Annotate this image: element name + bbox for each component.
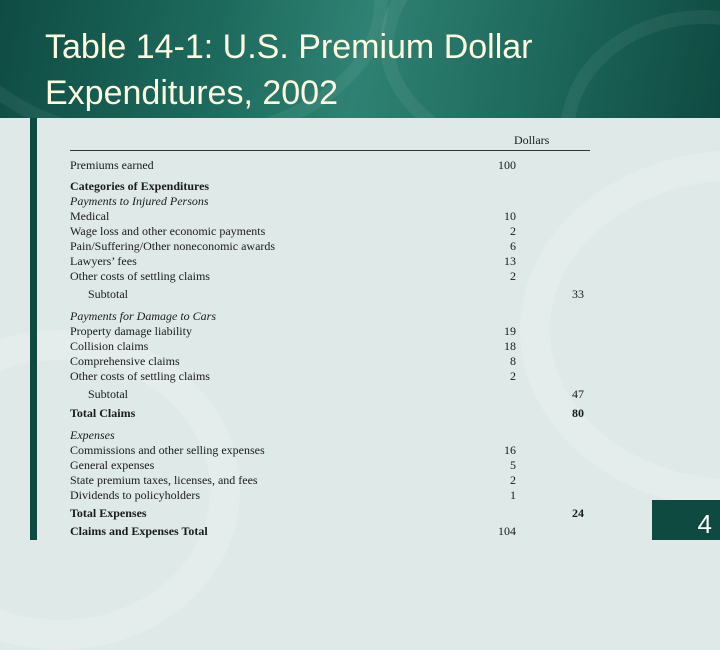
table-row bbox=[70, 354, 590, 369]
table-row bbox=[70, 458, 590, 473]
table-row bbox=[70, 194, 590, 209]
table-row bbox=[70, 473, 590, 488]
row-label: Total Expenses bbox=[70, 506, 147, 520]
row-label: Expenses bbox=[70, 428, 115, 442]
value-col1: 2 bbox=[510, 369, 516, 383]
row-label: Claims and Expenses Total bbox=[70, 524, 208, 538]
left-accent-bar bbox=[30, 118, 37, 540]
value-col1: 18 bbox=[504, 339, 516, 353]
row-label: Premiums earned bbox=[70, 158, 154, 172]
row-label: Payments for Damage to Cars bbox=[70, 309, 216, 323]
row-label: Commissions and other selling expenses bbox=[70, 443, 265, 457]
row-label: State premium taxes, licenses, and fees bbox=[70, 473, 258, 487]
slide-title bbox=[45, 24, 685, 116]
table-row bbox=[70, 239, 590, 254]
page-number: 4 bbox=[652, 500, 720, 540]
value-col1: 8 bbox=[510, 354, 516, 368]
table-row bbox=[70, 406, 590, 421]
table-row bbox=[70, 488, 590, 503]
value-col1: 104 bbox=[498, 524, 516, 538]
row-label: Payments to Injured Persons bbox=[70, 194, 209, 208]
value-col1: 13 bbox=[504, 254, 516, 268]
title-banner bbox=[0, 0, 720, 118]
value-col1: 2 bbox=[510, 269, 516, 283]
row-label: General expenses bbox=[70, 458, 155, 472]
row-label: Property damage liability bbox=[70, 324, 192, 338]
slide-title-line1: Table 14-1: U.S. Premium Dollar bbox=[45, 28, 533, 66]
row-label: Medical bbox=[70, 209, 110, 223]
row-label: Pain/Suffering/Other noneconomic awards bbox=[70, 239, 276, 253]
slide-title-line2: Expenditures, 2002 bbox=[45, 74, 338, 112]
row-label: Total Claims bbox=[70, 406, 136, 420]
table-row bbox=[70, 179, 590, 194]
row-label: Other costs of settling claims bbox=[70, 369, 210, 383]
table-row bbox=[70, 209, 590, 224]
table-row bbox=[70, 506, 590, 521]
table-row bbox=[70, 287, 590, 302]
expenditures-table bbox=[62, 128, 602, 538]
value-col1: 16 bbox=[504, 443, 516, 457]
value-col2: 33 bbox=[572, 287, 584, 301]
table-row bbox=[70, 309, 590, 324]
table-row bbox=[70, 387, 590, 402]
value-col1: 2 bbox=[510, 473, 516, 487]
value-col2: 47 bbox=[572, 387, 584, 401]
row-label: Dividends to policyholders bbox=[70, 488, 200, 502]
table-header bbox=[62, 128, 602, 148]
table-row bbox=[70, 269, 590, 284]
table-row bbox=[70, 324, 590, 339]
row-label: Other costs of settling claims bbox=[70, 269, 210, 283]
table-row bbox=[70, 428, 590, 443]
value-col1: 19 bbox=[504, 324, 516, 338]
row-label: Comprehensive claims bbox=[70, 354, 180, 368]
row-label: Wage loss and other economic payments bbox=[70, 224, 266, 238]
table-row bbox=[70, 254, 590, 269]
table-row bbox=[70, 443, 590, 458]
table-row bbox=[70, 224, 590, 239]
table-row bbox=[70, 339, 590, 354]
value-col1: 2 bbox=[510, 224, 516, 238]
row-label: Lawyers’ fees bbox=[70, 254, 137, 268]
table-row bbox=[70, 158, 590, 173]
value-col1: 5 bbox=[510, 458, 516, 472]
value-col1: 6 bbox=[510, 239, 516, 253]
header-rule bbox=[70, 150, 590, 151]
row-label: Collision claims bbox=[70, 339, 149, 353]
value-col1: 1 bbox=[510, 488, 516, 502]
table-row bbox=[70, 524, 590, 539]
value-col1: 100 bbox=[498, 158, 516, 172]
value-col2: 24 bbox=[572, 506, 584, 520]
column-header-dollars: Dollars bbox=[514, 133, 550, 147]
row-label: Categories of Expenditures bbox=[70, 179, 210, 193]
value-col1: 10 bbox=[504, 209, 516, 223]
table-row bbox=[70, 369, 590, 384]
value-col2: 80 bbox=[572, 406, 584, 420]
row-label: Subtotal bbox=[88, 287, 129, 301]
row-label: Subtotal bbox=[88, 387, 129, 401]
